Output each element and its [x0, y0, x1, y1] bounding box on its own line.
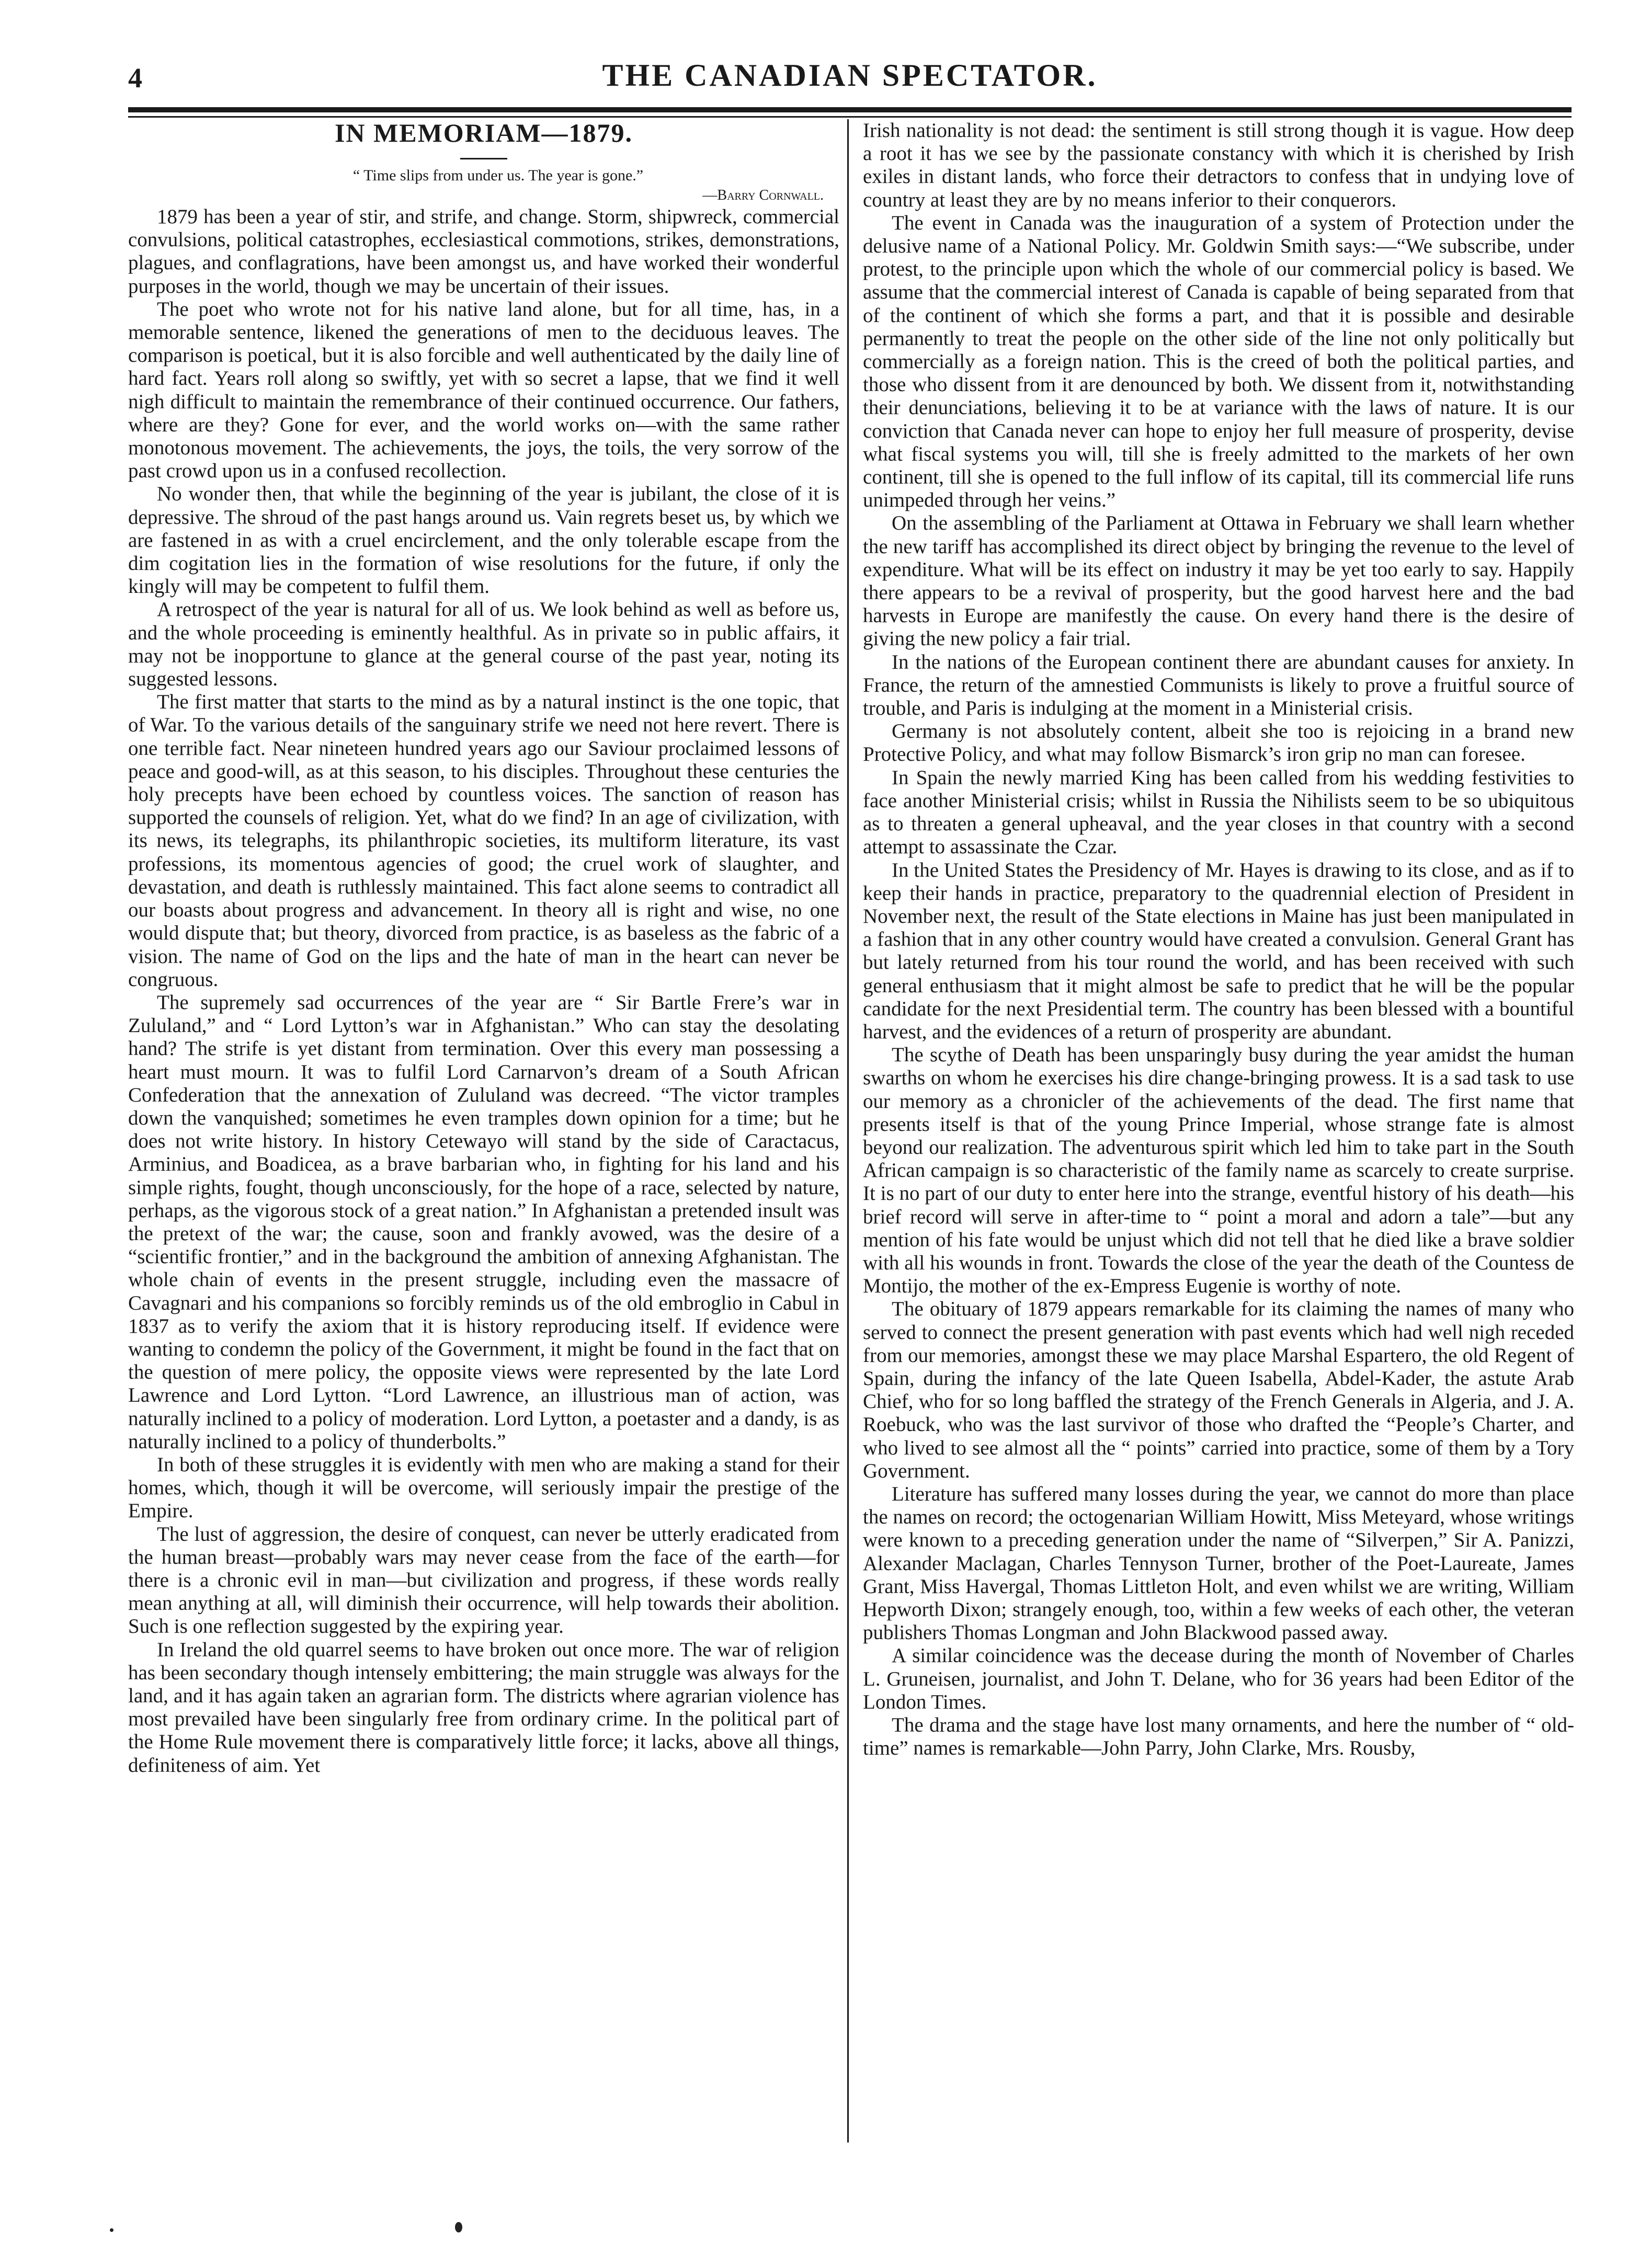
article-paragraph: The obituary of 1879 appears remarkable for its claiming the names of many who served to connect the present generation with past events which had well nigh receded from our memories, amongst these we may place Marshal Espartero, the old Regent of Spain, during the infancy of the late Queen Isabella, Abdel-Kader, the astute Arab Chief, who for so long baffled the strategy of the French Generals in Algeria, and J. A. Roebuck, who was the last survivor of those who drafted the “People’s Charter, and who lived to see almost all the “ points” carried into practice, some of them by a Tory Government. [863, 1298, 1574, 1482]
article-title: IN MEMORIAM—1879. [334, 118, 633, 147]
epigraph-attribution: —Barry Cornwall. [702, 187, 824, 203]
article-paragraph: Germany is not absolutely content, albeit she too is rejoicing in a brand new Protective Policy, and what may follow Bismarck’s iron grip no man can foresee. [863, 720, 1574, 766]
article-paragraph: Irish nationality is not dead: the sentiment is still strong though it is vague. How deep a root it has we see by the passionate constancy with which it is cherished by Irish exiles in distant lands, who force their detractors to confess that in undying love of country at least they are by no means inferior to their conquerors. [863, 119, 1574, 211]
article-paragraph: The event in Canada was the inauguration of a system of Protection under the delusive name of a National Policy. Mr. Goldwin Smith says:—“We subscribe, under protest, to the principle upon which the whole of our commercial policy is based. We assume that the commercial interest of Canada is capable of being separated from that of the continent of which she forms a part, and that it is possible and desirable permanently to treat the people on the other side of the line not only politically but commercially as a foreign nation. This is the creed of both the political parties, and those who dissent from it are denounced by both. We dissent from it, notwithstanding their denunciations, believing it to be at variance with the laws of nature. It is our conviction that Canada never can hope to enjoy her full measure of prosperity, devise what fiscal systems you will, till she is freely admitted to the markets of her own continent, till she is opened to the full inflow of its capital, till its commercial life runs unimpeded through her veins.” [863, 211, 1574, 512]
masthead-title: THE CANADIAN SPECTATOR. [602, 58, 1098, 93]
article-paragraph: The drama and the stage have lost many ornaments, and here the number of “ old-time” names is remarkable—John Parry, John Clarke, Mrs. Rousby, [863, 1714, 1574, 1760]
ink-speck [110, 2228, 113, 2232]
article-paragraph: In the nations of the European continent there are abundant causes for anxiety. In France, the return of the amnestied Communists is likely to prove a fruitful source of trouble, and Paris is indulging at the moment in a Ministerial crisis. [863, 650, 1574, 720]
article-paragraph: The scythe of Death has been unsparingly busy during the year amidst the human swarths on whom he exercises his dire change-bringing prowess. It is a sad task to use our memory as a chronicler of the achievements of the dead. The first name that presents itself is that of the young Prince Imperial, whose strange fate is almost beyond our realization. The adventurous spirit which led him to take part in the South African campaign is so characteristic of the family name as scarcely to create surprise. It is no part of our duty to enter here into the strange, eventful history of his death—his brief record will serve in after-time to “ point a moral and adorn a tale”—but any mention of his fate would be unjust which did not tell that he died like a brave soldier with all his wounds in front. Towards the close of the year the death of the Countess de Montijo, the mother of the ex-Empress Eugenie is worthy of note. [863, 1044, 1574, 1298]
article-paragraph: In both of these struggles it is evidently with men who are making a stand for their homes, which, though it will be overcome, will seriously impair the prestige of the Empire. [128, 1453, 839, 1522]
article-paragraph: The poet who wrote not for his native land alone, but for all time, has, in a memorable sentence, likened the generations of men to the deciduous leaves. The comparison is poetical, but it is also forcible and well authenticated by the daily line of hard fact. Years roll along so swiftly, yet with so secret a lapse, that we find it well nigh difficult to maintain the remembrance of their continued occurrence. Our fathers, where are they? Gone for ever, and the world works on—with the same rather monotonous movement. The achievements, the joys, the toils, the very sorrow of the past crowd upon us in a confused recollection. [128, 297, 839, 483]
column-divider [847, 119, 849, 2143]
article-paragraph: No wonder then, that while the beginning of the year is jubilant, the close of it is depressive. The shroud of the past hangs around us. Vain regrets beset us, by which we are fastened in as with a cruel encirclement, and the only tolerable escape from the dim cogitation lies in the formation of wise resolutions for the future, if only the kingly will may be competent to fulfil them. [128, 483, 839, 598]
article-paragraph: In Ireland the old quarrel seems to have broken out once more. The war of religion has been secondary though intensely embittering; the main struggle was always for the land, and it has again taken an agrarian form. The districts where agrarian violence has most prevailed have been singularly free from ordinary crime. In the political part of the Home Rule movement there is comparatively little force; it lacks, above all things, definiteness of aim. Yet [128, 1638, 839, 1777]
header-rule-thick [128, 107, 1572, 112]
article-paragraph: On the assembling of the Parliament at Ottawa in February we shall learn whether the new tariff has accomplished its direct object by bringing the revenue to the level of expenditure. What will be its effect on industry it may be yet too early to say. Happily there appears to be a revival of prosperity, but the good harvest here and the bad harvests in Europe are manifestly the cause. On every hand there is the desire of giving the new policy a fair trial. [863, 512, 1574, 650]
right-column [863, 119, 1574, 1760]
ink-speck [455, 2222, 462, 2232]
article-paragraph: The lust of aggression, the desire of conquest, can never be utterly eradicated from the human breast—probably wars may never cease from the face of the earth—for there is a chronic evil in man—but civilization and progress, if these words really mean anything at all, will diminish their occurrence, will help towards their abolition. Such is one reflection suggested by the expiring year. [128, 1522, 839, 1638]
header-rule-thin [128, 116, 1572, 118]
epigraph-quote: “ Time slips from under us. The year is gone.” [352, 167, 644, 184]
article-paragraph: The supremely sad occurrences of the year are “ Sir Bartle Frere’s war in Zululand,” and “ Lord Lytton’s war in Afghanistan.” Who can stay the desolating hand? The strife is yet distant from termination. Over this every man possessing a heart must mourn. It was to fulfil Lord Carnarvon’s dream of a South African Confederation that the annexation of Zululand was decreed. “The victor tramples down the vanquished; sometimes he even tramples down opinion for a time; but he does not write history. In history Cetewayo will stand by the side of Caractacus, Arminius, and Boadicea, as a brave barbarian who, in fighting for his land and his simple rights, fought, though unconsciously, for the hope of a race, selected by nature, perhaps, as the vigorous stock of a great nation.” In Afghanistan a pretended insult was the pretext of the war; the cause, soon and frankly avowed, was the desire of a “scientific frontier,” and in the background the ambition of annexing Afghanistan. The whole chain of events in the present struggle, including even the massacre of Cavagnari and his companions so forcibly reminds us of the old embroglio in Cabul in 1837 as to verify the axiom that it is history reproducing itself. If evidence were wanting to condemn the policy of the Government, it might be found in the fact that on the question of mere policy, the opposite views were represented by the late Lord Lawrence and Lord Lytton. “Lord Lawrence, an illustrious man of action, was naturally inclined to a policy of moderation. Lord Lytton, a poetaster and a dandy, is as naturally inclined to a policy of thunderbolts.” [128, 991, 839, 1453]
page-header [128, 58, 1572, 105]
article-paragraph: The first matter that starts to the mind as by a natural instinct is the one topic, that of War. To the various details of the sanguinary strife we need not here revert. There is one terrible fact. Near nineteen hundred years ago our Saviour proclaimed lessons of peace and good-will, as at this season, to his disciples. Throughout these centuries the holy precepts have been echoed by countless voices. The sanction of reason has supported the counsels of religion. Yet, what do we find? In an age of civilization, with its news, its telegraphs, its philanthropic societies, its multiform literature, its vast professions, its momentous agencies of good; the cruel work of slaughter, and devastation, and death is ruthlessly maintained. This fact alone seems to contradict all our boasts about progress and advancement. In theory all is right and wise, no one would dispute that; but theory, divorced from practice, is as baseless as the fabric of a vision. The name of God on the lips and the hate of man in the heart can never be congruous. [128, 691, 839, 991]
article-paragraph: In the United States the Presidency of Mr. Hayes is drawing to its close, and as if to keep their hands in practice, preparatory to the quadrennial election of President in November next, the result of the State elections in Maine has just been manipulated in a fashion that in any other country would have created a convulsion. General Grant has but lately returned from his tour round the world, and has been received with such general enthusiasm that it might almost be safe to predict that he will be the popular candidate for the next Presidential term. The country has been blessed with a bountiful harvest, and the evidences of a return of prosperity are abundant. [863, 858, 1574, 1043]
article-paragraph: A similar coincidence was the decease during the month of November of Charles L. Gruneisen, journalist, and John T. Delane, who for 36 years had been Editor of the London Times. [863, 1644, 1574, 1713]
article-paragraph: Literature has suffered many losses during the year, we cannot do more than place the names on record; the octogenarian William Howitt, Miss Meteyard, whose writings were known to a preceding generation under the name of “Silverpen,” Sir A. Panizzi, Alexander Maclagan, Charles Tennyson Turner, brother of the Poet-Laureate, James Grant, Miss Havergal, Thomas Littleton Holt, and even whilst we are writing, William Hepworth Dixon; strangely enough, too, within a few weeks of each other, the veteran publishers Thomas Longman and John Blackwood passed away. [863, 1482, 1574, 1644]
article-paragraph: A retrospect of the year is natural for all of us. We look behind as well as before us, and the whole proceeding is eminently healthful. As in private so in public affairs, it may not be inopportune to glance at the general course of the past year, noting its suggested lessons. [128, 598, 839, 691]
title-separator [460, 158, 507, 159]
left-column [128, 119, 839, 1777]
page-number: 4 [128, 62, 142, 94]
article-paragraph: In Spain the newly married King has been called from his wedding festivities to face another Ministerial crisis; whilst in Russia the Nihilists seem to be so ubiquitous as to threaten a general upheaval, and the year closes in that country with a second attempt to assassinate the Czar. [863, 766, 1574, 858]
article-paragraph: 1879 has been a year of stir, and strife, and change. Storm, shipwreck, commercial convulsions, political catastrophes, ecclesiastical commotions, strikes, demonstrations, plagues, and conflagrations, have been amongst us, and have worked their wonderful purposes in the world, though we may be uncertain of their issues. [128, 205, 839, 297]
